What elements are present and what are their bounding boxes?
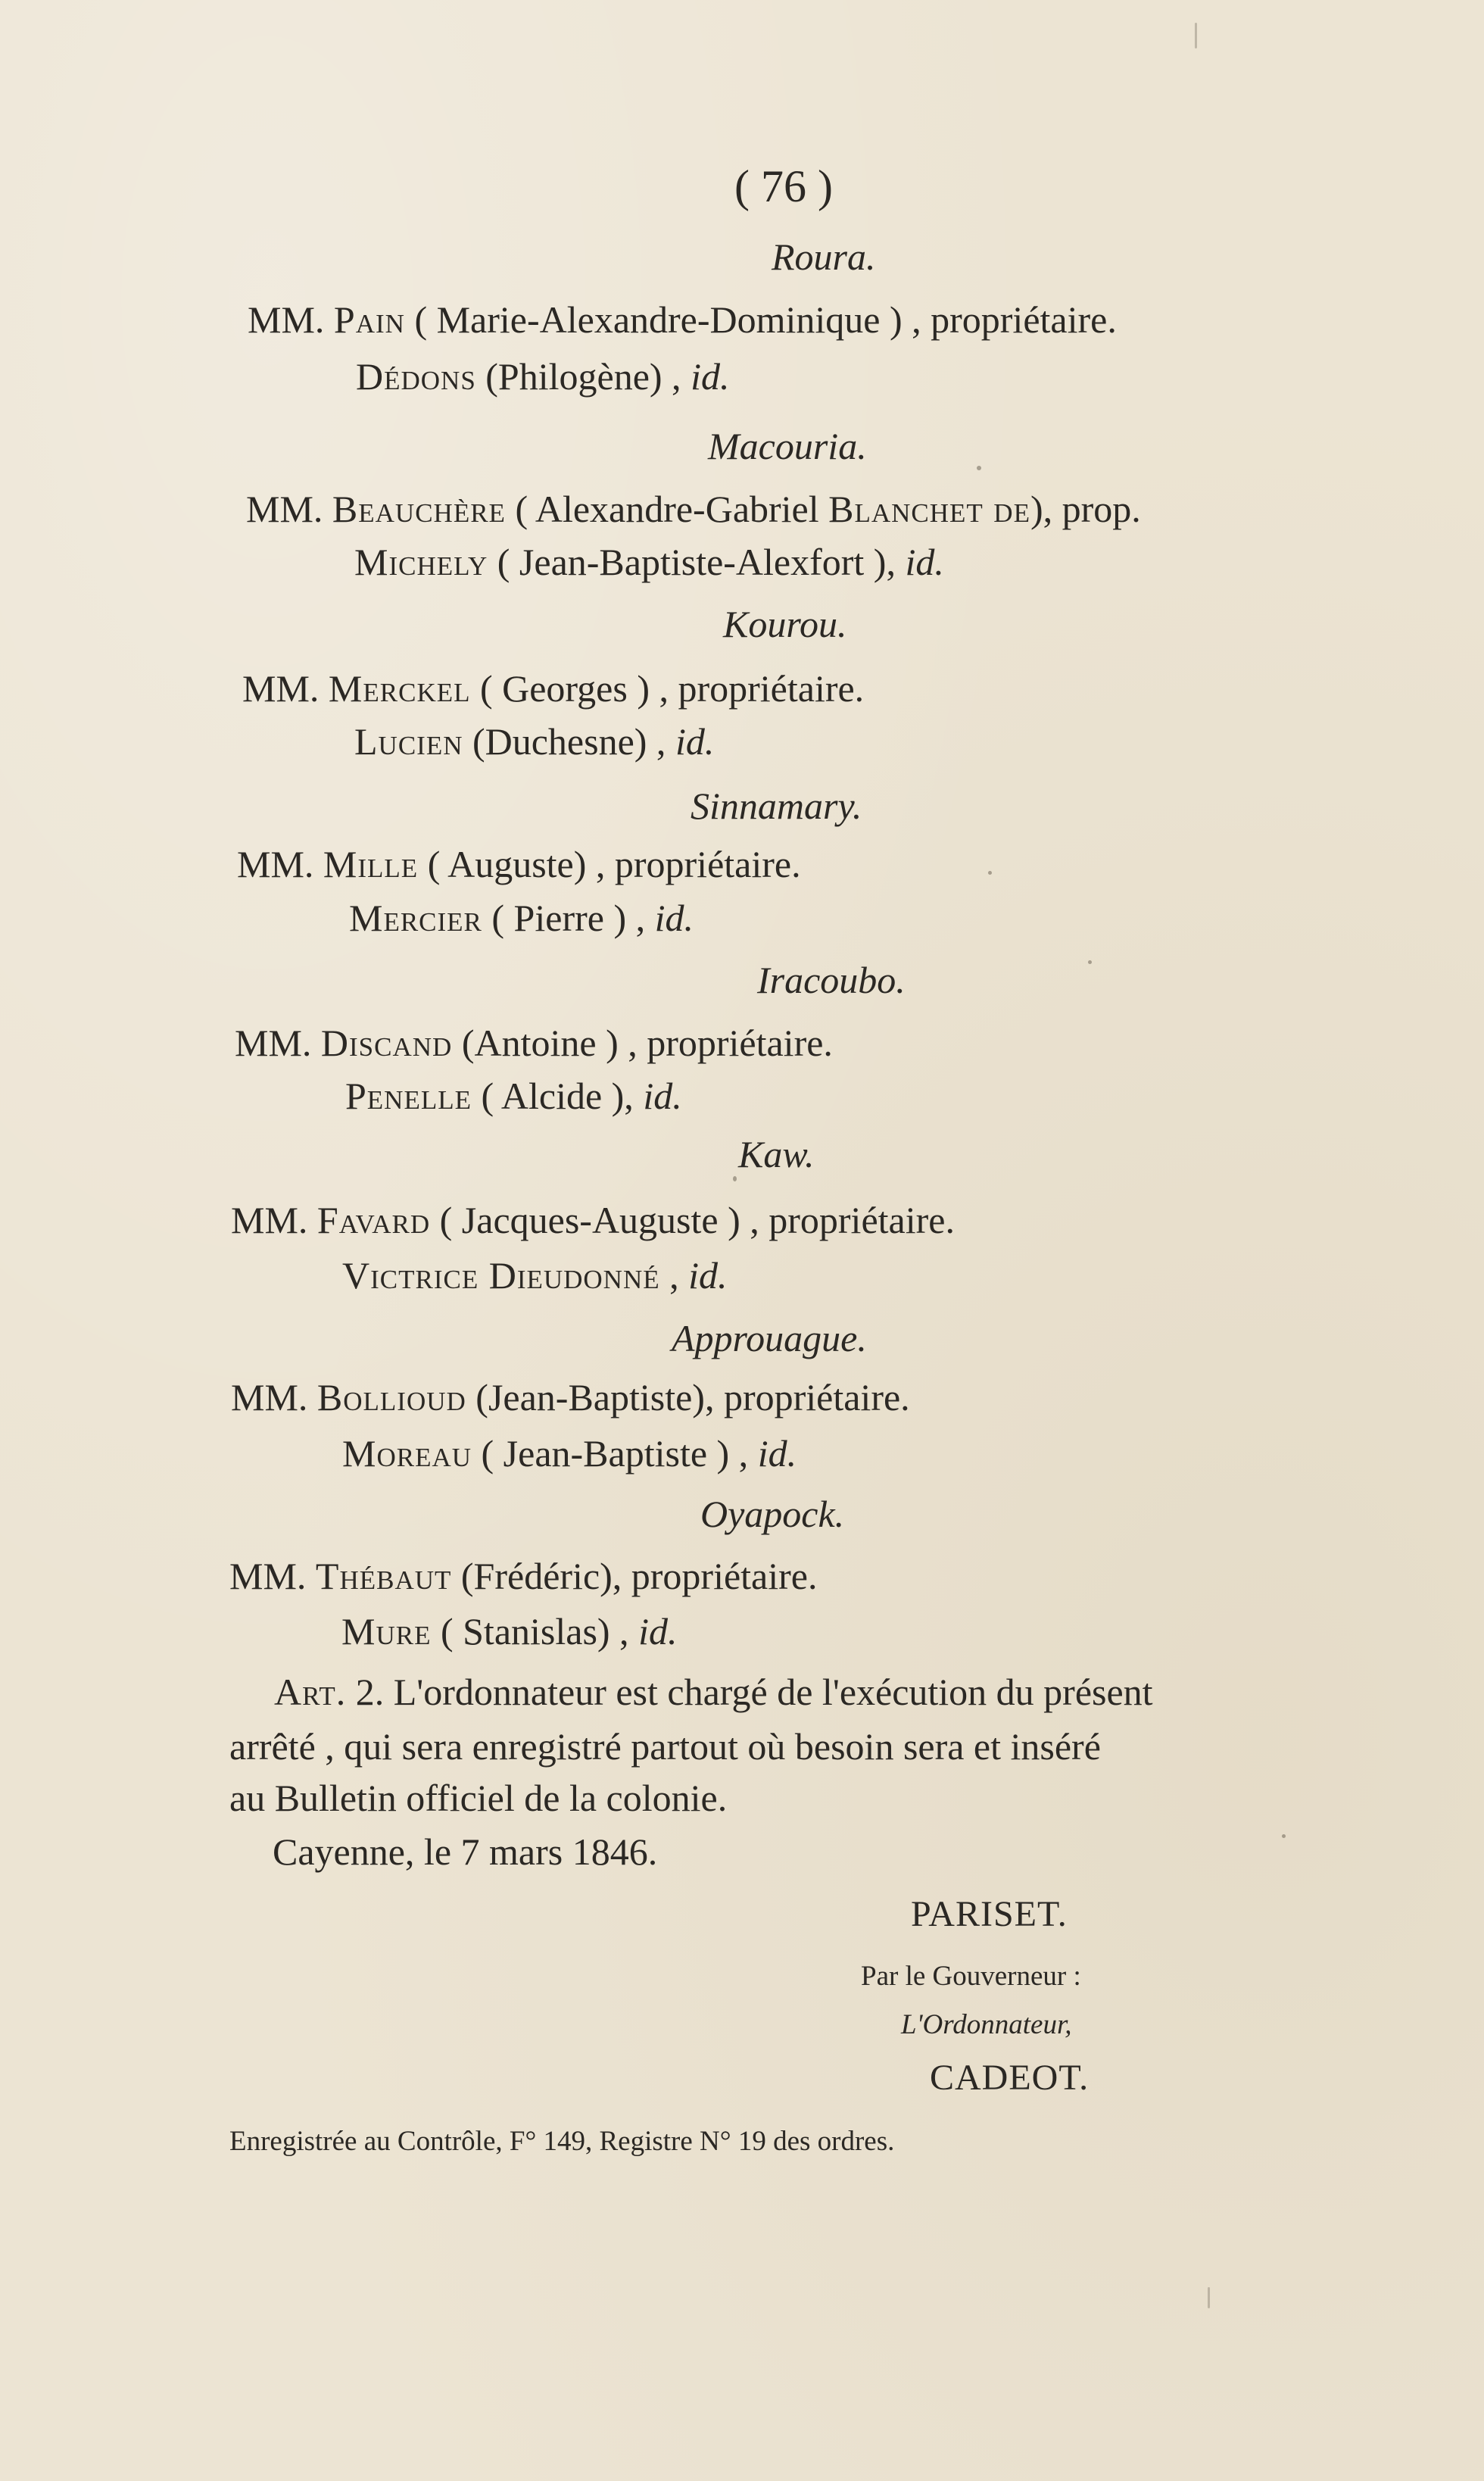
par-le-gouverneur: Par le Gouverneur :: [861, 1961, 1081, 1992]
paper-speck: [1088, 960, 1092, 964]
member-role: id.: [691, 355, 730, 398]
location-heading-macouria: Macouria.: [708, 425, 867, 467]
mm-prefix: MM.: [229, 1555, 307, 1597]
entry-line: [341, 1609, 677, 1653]
article-label: Art.: [274, 1671, 347, 1713]
member-surname: Lucien: [354, 720, 463, 763]
member-detail: (Duchesne) ,: [463, 720, 675, 763]
member-surname: Discand: [320, 1022, 453, 1064]
location-heading-kourou: Kourou.: [723, 603, 847, 645]
member-surname: Bollioud: [316, 1376, 466, 1418]
article-line-1: [274, 1670, 1153, 1714]
member-detail: ( Georges ) , propriétaire.: [470, 667, 865, 710]
paper-speck: [733, 1176, 737, 1181]
entry-line: [246, 487, 1141, 531]
member-surname: Mercier: [349, 897, 482, 939]
member-role: id.: [905, 541, 944, 583]
entry-line: [242, 666, 864, 710]
member-surname: Moreau: [342, 1432, 472, 1475]
member-detail: ( Alcide ),: [471, 1075, 644, 1117]
entry-line: [231, 1198, 955, 1242]
date-line: Cayenne, le 7 mars 1846.: [273, 1830, 658, 1873]
member-role: id.: [757, 1432, 797, 1475]
member-detail: ), prop.: [1030, 488, 1141, 530]
paper-speck: [988, 871, 992, 875]
member-role: id.: [643, 1075, 682, 1117]
signature-pariset: PARISET.: [911, 1894, 1068, 1934]
paper-speck: [977, 466, 981, 470]
member-role: id.: [688, 1254, 728, 1297]
page-number: ( 76 ): [734, 161, 833, 211]
member-surname: Beauchère: [332, 488, 506, 530]
member-role: id.: [638, 1610, 678, 1652]
member-surname: Victrice Dieudonné: [342, 1254, 660, 1297]
mm-prefix: MM.: [246, 488, 323, 530]
mm-prefix: MM.: [242, 667, 320, 710]
entry-line: [354, 719, 714, 763]
article-line-2: arrêté , qui sera enregistré partout où besoin sera et inséré: [229, 1725, 1101, 1768]
member-detail: ( Stanislas) ,: [431, 1610, 639, 1652]
entry-line: [229, 1554, 818, 1598]
entry-line: [349, 896, 694, 940]
mm-prefix: MM.: [235, 1022, 312, 1064]
mm-prefix: MM.: [248, 298, 325, 341]
member-detail: (Jean-Baptiste), propriétaire.: [466, 1376, 910, 1418]
member-surname: Merckel: [328, 667, 471, 710]
article-text: 2. L'ordonnateur est chargé de l'exécution du présent: [346, 1671, 1153, 1713]
mm-prefix: MM.: [231, 1199, 308, 1241]
location-heading-roura: Roura.: [772, 236, 876, 278]
member-surname: Penelle: [345, 1075, 472, 1117]
ordonnateur-title: L'Ordonnateur,: [901, 2009, 1072, 2040]
location-heading-iracoubo: Iracoubo.: [757, 959, 906, 1001]
location-heading-approuague: Approuague.: [672, 1317, 867, 1359]
signature-cadeot: CADEOT.: [930, 2058, 1090, 2098]
member-detail: (Frédéric), propriétaire.: [451, 1555, 818, 1597]
member-detail: ( Alexandre-Gabriel: [505, 488, 829, 530]
entry-line: [342, 1431, 797, 1475]
location-heading-sinnamary: Sinnamary.: [691, 785, 862, 827]
entry-line: [356, 354, 729, 398]
entry-line: [248, 298, 1117, 342]
registration-footer: Enregistrée au Contrôle, F° 149, Registre N° 19 des ordres.: [229, 2126, 895, 2157]
member-detail: ( Jacques-Auguste ) , propriétaire.: [430, 1199, 955, 1241]
article-line-3: au Bulletin officiel de la colonie.: [229, 1777, 728, 1819]
location-heading-oyapock: Oyapock.: [700, 1493, 845, 1535]
paper-speck: [1195, 23, 1197, 48]
member-surname: Dédons: [356, 355, 476, 398]
mm-prefix: MM.: [237, 843, 314, 885]
entry-line: [345, 1074, 682, 1118]
member-detail: (Antoine ) , propriétaire.: [452, 1022, 833, 1064]
member-surname: Favard: [316, 1199, 431, 1241]
member-role: id.: [654, 897, 694, 939]
member-detail: ( Jean-Baptiste-Alexfort ),: [488, 541, 906, 583]
entry-line: [354, 540, 944, 584]
member-surname: Thébaut: [315, 1555, 452, 1597]
member-surname: Blanchet de: [828, 488, 1030, 530]
location-heading-kaw: Kaw.: [738, 1133, 815, 1175]
member-surname: Mille: [323, 843, 419, 885]
member-surname: Mure: [341, 1610, 432, 1652]
entry-line: [231, 1375, 910, 1419]
member-surname: Pain: [333, 298, 405, 341]
entry-line: [237, 842, 801, 886]
entry-line: [235, 1021, 833, 1065]
member-detail: ( Marie-Alexandre-Dominique ) , propriétaire.: [404, 298, 1117, 341]
mm-prefix: MM.: [231, 1376, 308, 1418]
member-surname: Michely: [354, 541, 488, 583]
member-role: id.: [675, 720, 715, 763]
member-detail: ( Pierre ) ,: [482, 897, 655, 939]
paper-speck: [1208, 2287, 1210, 2308]
member-detail: ( Jean-Baptiste ) ,: [472, 1432, 758, 1475]
member-detail: ( Auguste) , propriétaire.: [418, 843, 801, 885]
member-detail: ,: [659, 1254, 689, 1297]
paper-speck: [1282, 1834, 1286, 1838]
member-detail: (Philogène) ,: [475, 355, 691, 398]
entry-line: [342, 1253, 728, 1297]
